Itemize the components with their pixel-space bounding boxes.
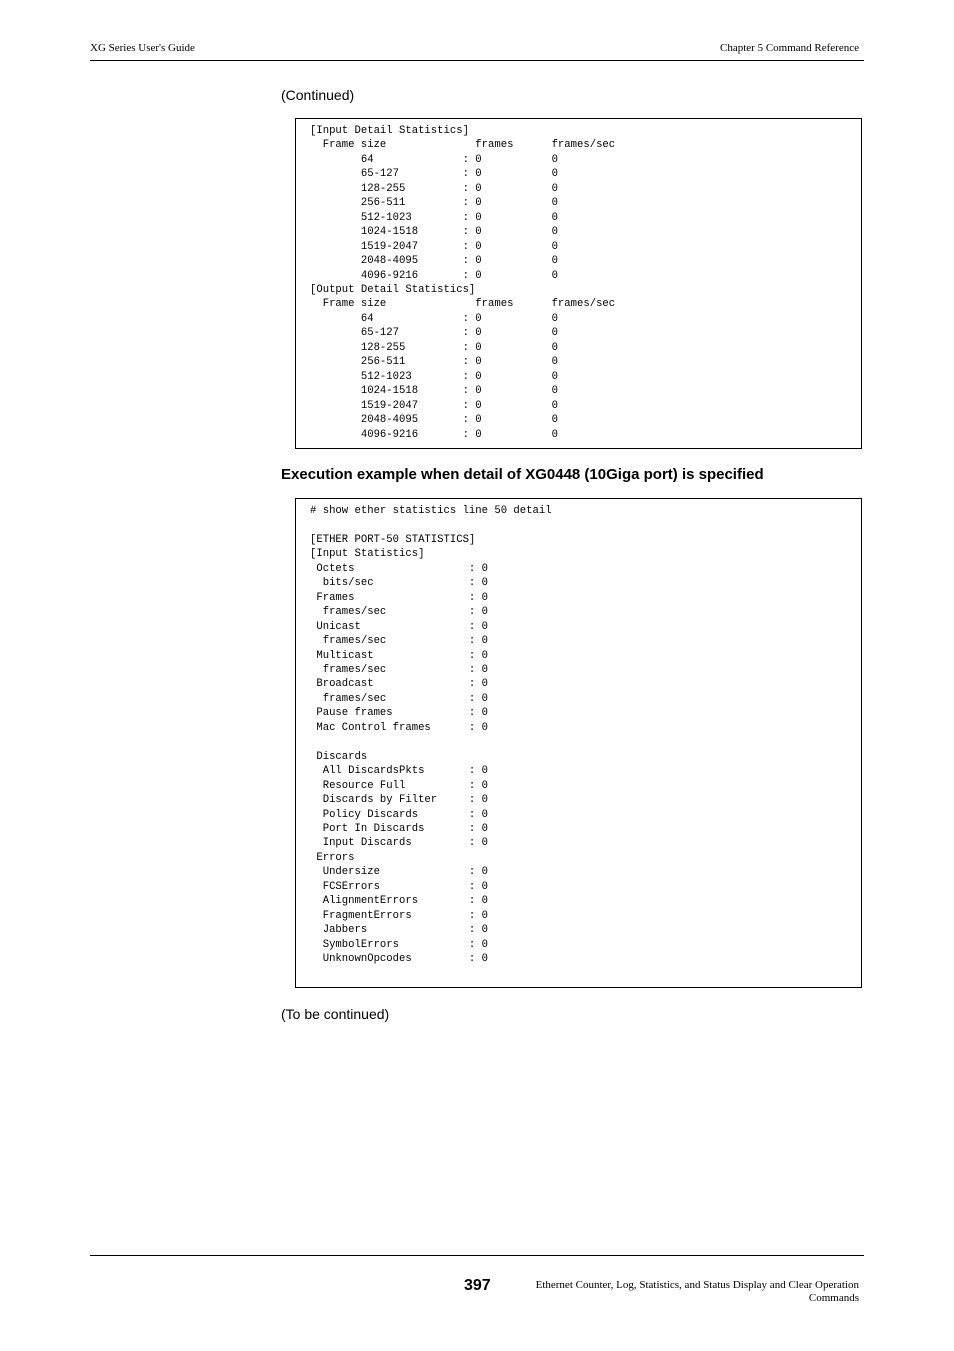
footer-rule <box>90 1255 864 1256</box>
running-header-right: Chapter 5 Command Reference <box>720 42 859 54</box>
header-rule <box>90 60 864 61</box>
to-be-continued-label: (To be continued) <box>281 1006 390 1022</box>
port-statistics-code-box <box>295 498 862 988</box>
detail-statistics-code-box <box>295 118 862 449</box>
footer-section-title <box>499 1279 859 1305</box>
page-number: 397 <box>464 1277 491 1294</box>
footer-title-line-1: Ethernet Counter, Log, Statistics, and Status Display and Clear Operation <box>535 1279 859 1291</box>
port-statistics-code: # show ether statistics line 50 detail [ETHER PORT-50 STATISTICS] [Input Statistics] Octets : 0 bits/sec : 0 Frames : 0 frames/sec : 0 Unicast : 0 frames/sec : 0 Multicast : 0 frames/sec : 0 Broadcast : 0 frames/sec : 0 Pause frames : 0 Mac Control frames : 0 Discards All DiscardsPkts : 0 Resource Full : 0 Discards by Filter : 0 Policy Discards : 0 Port In Discards : 0 Input Discards : 0 Errors Undersize : 0 FCSErrors : 0 AlignmentErrors : 0 FragmentErrors : 0 Jabbers : 0 SymbolErrors : 0 UnknownOpcodes : 0 <box>310 505 552 966</box>
footer-title-line-2: Commands <box>808 1292 859 1304</box>
section-heading: Execution example when detail of XG0448 (10Giga port) is specified <box>281 466 764 483</box>
running-header-left: XG Series User's Guide <box>90 42 195 54</box>
detail-statistics-code: [Input Detail Statistics] Frame size frames frames/sec 64 : 0 0 65-127 : 0 0 128-255 : 0 0 256-511 : 0 0 512-1023 : 0 0 1024-1518 : 0 0 1519-2047 : 0 0 2048-4095 : 0 0 4096-9216 : 0 0 [Output Detail Statistics] Frame size frames frames/sec 64 : 0 0 65-127 : 0 0 128-255 : 0 0 256-511 : 0 0 512-1023 : 0 0 1024-1518 : 0 0 1519-2047 : 0 0 2048-4095 : 0 0 4096-9216 : 0 0 <box>310 125 616 441</box>
continued-label: (Continued) <box>281 87 355 103</box>
